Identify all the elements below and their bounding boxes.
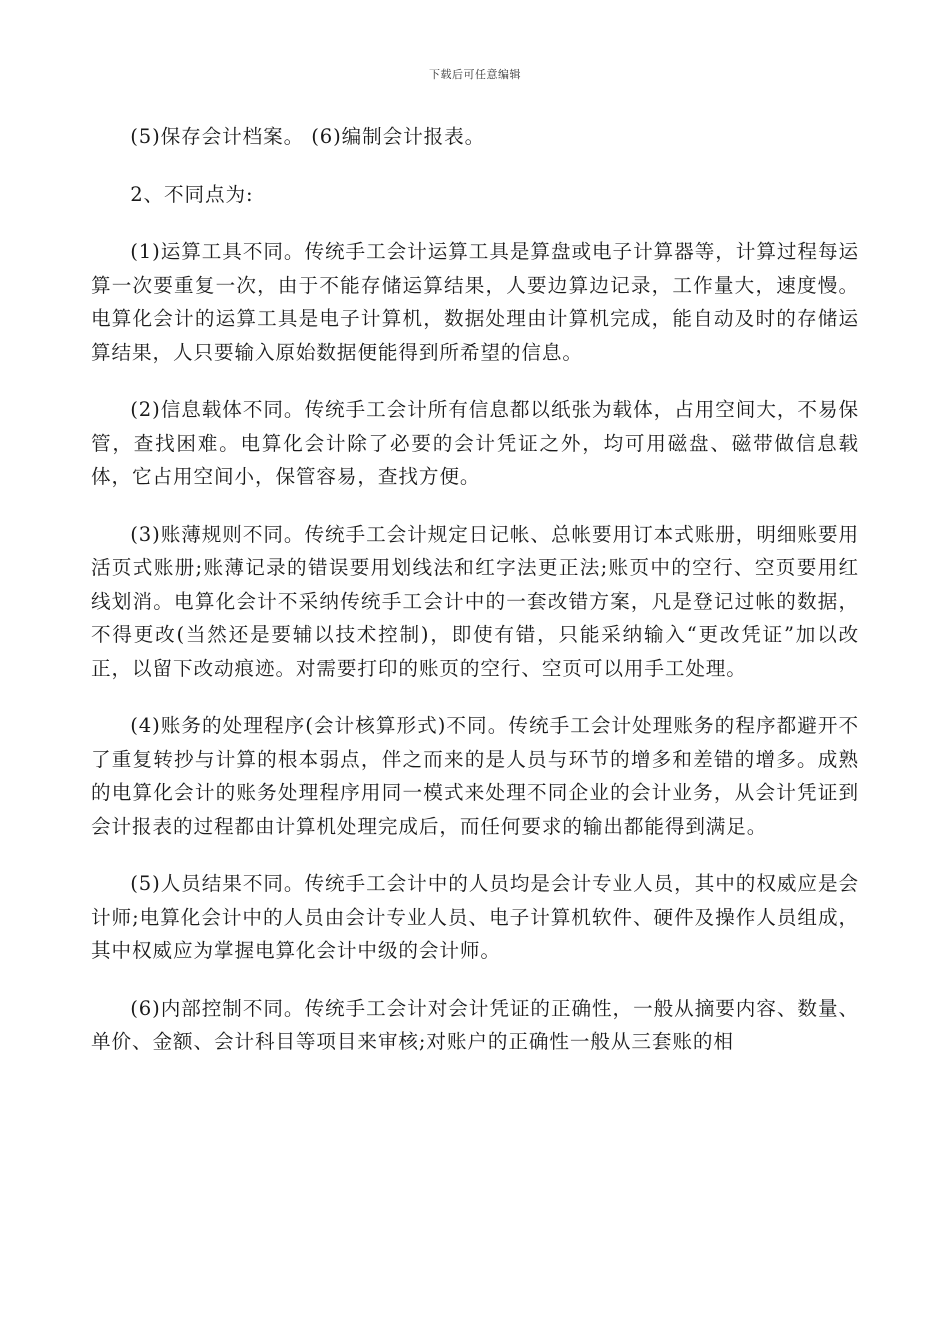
paragraph-ledger-rules: (3)账薄规则不同。传统手工会计规定日记帐、总帐要用订本式账册，明细账要用活页式账册;账薄记录的错误要用划线法和红字法更正法;账页中的空行、空页要用红线划消。电算化会计不采纳传统手工会计中的一套改错方案，凡是登记过帐的数据，不得更改(当然还是要辅以技术控制)，即使有错，只能采纳输入“更改凭证”加以改正，以留下改动痕迹。对需要打印的账页的空行、空页可以用手工处理。 [91, 522, 859, 680]
paragraph-information-carrier: (2)信息载体不同。传统手工会计所有信息都以纸张为载体，占用空间大，不易保管，查找困难。电算化会计除了必要的会计凭证之外，均可用磁盘、磁带做信息载体，它占用空间小，保管容易，查找方便。 [91, 398, 859, 488]
paragraph-internal-control: (6)内部控制不同。传统手工会计对会计凭证的正确性，一般从摘要内容、数量、单价、金额、会计科目等项目来审核;对账户的正确性一般从三套账的相 [91, 996, 859, 1053]
paragraph-personnel-structure: (5)人员结果不同。传统手工会计中的人员均是会计专业人员，其中的权威应是会计师;电算化会计中的人员由会计专业人员、电子计算机软件、硬件及操作人员组成，其中权威应为掌握电算化会计中级的会计师。 [91, 872, 859, 962]
paragraph-archive-report: (5)保存会计档案。 (6)编制会计报表。 [130, 125, 486, 148]
document-body [91, 120, 859, 1083]
paragraph-computing-tools: (1)运算工具不同。传统手工会计运算工具是算盘或电子计算器等，计算过程每运算一次要重复一次，由于不能存储运算结果，人要边算边记录，工作量大，速度慢。电算化会计的运算工具是电子计算机，数据处理由计算机完成，能自动及时的存储运算结果，人只要输入原始数据便能得到所希望的信息。 [91, 240, 859, 364]
paragraph-processing-procedure: (4)账务的处理程序(会计核算形式)不同。传统手工会计处理账务的程序都避开不了重复转抄与计算的根本弱点，伴之而来的是人员与环节的增多和差错的增多。成熟的电算化会计的账务处理程序用同一模式来处理不同企业的会计业务，从会计凭证到会计报表的过程都由计算机处理完成后，而任何要求的输出都能得到满足。 [91, 714, 859, 838]
page-header: 下载后可任意编辑 [429, 68, 521, 81]
paragraph-differences-heading: 2、不同点为: [130, 182, 254, 206]
